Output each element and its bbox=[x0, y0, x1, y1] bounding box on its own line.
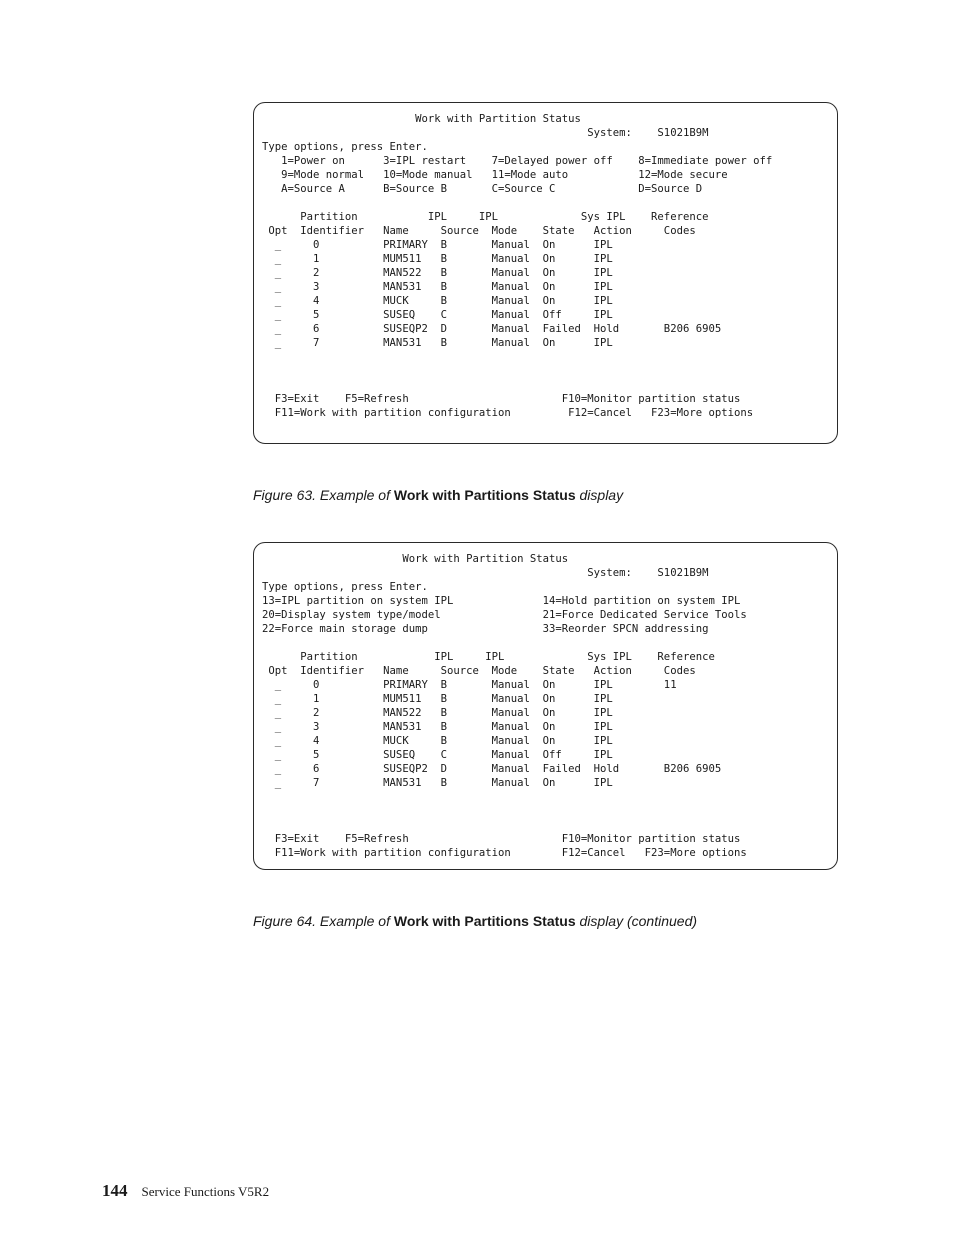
screen-capture-1 bbox=[253, 102, 838, 444]
option-legend-line: 22=Force main storage dump 33=Reorder SPCN addressing bbox=[262, 623, 709, 635]
partition-row: _ 7 MAN531 B Manual On IPL bbox=[262, 777, 613, 789]
partition-row: _ 4 MUCK B Manual On IPL bbox=[262, 295, 613, 307]
partition-row: _ 0 PRIMARY B Manual On IPL 11 bbox=[262, 679, 677, 691]
partition-row: _ 0 PRIMARY B Manual On IPL bbox=[262, 239, 613, 251]
column-header: Partition IPL IPL Sys IPL Reference bbox=[262, 211, 709, 223]
figure-caption: Figure 64. Example of Work with Partitions Status display (continued) bbox=[253, 913, 698, 929]
partition-row: _ 2 MAN522 B Manual On IPL bbox=[262, 707, 613, 719]
column-header: Opt Identifier Name Source Mode State Action Codes bbox=[262, 225, 696, 237]
document-title: Service Functions V5R2 bbox=[141, 1184, 270, 1199]
function-keys: F11=Work with partition configuration F12=Cancel F23=More options bbox=[262, 847, 747, 859]
function-keys: F3=Exit F5=Refresh F10=Monitor partition status bbox=[262, 393, 741, 405]
column-header: Opt Identifier Name Source Mode State Action Codes bbox=[262, 665, 696, 677]
option-legend-line: A=Source A B=Source B C=Source C D=Source D bbox=[262, 183, 703, 195]
partition-row: _ 3 MAN531 B Manual On IPL bbox=[262, 721, 613, 733]
partition-row: _ 6 SUSEQP2 D Manual Failed Hold B206 6905 bbox=[262, 323, 722, 335]
partition-row: _ 5 SUSEQ C Manual Off IPL bbox=[262, 309, 613, 321]
partition-row: _ 1 MUM511 B Manual On IPL bbox=[262, 693, 613, 705]
option-legend-line: 9=Mode normal 10=Mode manual 11=Mode auto 12=Mode secure bbox=[262, 169, 728, 181]
page-number: 144 bbox=[102, 1181, 128, 1200]
partition-row: _ 5 SUSEQ C Manual Off IPL bbox=[262, 749, 613, 761]
partition-row: _ 2 MAN522 B Manual On IPL bbox=[262, 267, 613, 279]
function-keys: F11=Work with partition configuration F12=Cancel F23=More options bbox=[262, 407, 754, 419]
option-legend-line: 1=Power on 3=IPL restart 7=Delayed power off 8=Immediate power off bbox=[262, 155, 773, 167]
partition-row: _ 6 SUSEQP2 D Manual Failed Hold B206 6905 bbox=[262, 763, 722, 775]
system-name: System: S1021B9M bbox=[262, 127, 709, 139]
function-keys: F3=Exit F5=Refresh F10=Monitor partition status bbox=[262, 833, 741, 845]
page-footer bbox=[94, 1163, 269, 1201]
column-header: Partition IPL IPL Sys IPL Reference bbox=[262, 651, 715, 663]
screen-capture-2 bbox=[253, 542, 838, 870]
screen-title: Work with Partition Status bbox=[262, 113, 581, 125]
option-legend-line: 20=Display system type/model 21=Force Dedicated Service Tools bbox=[262, 609, 747, 621]
partition-row: _ 7 MAN531 B Manual On IPL bbox=[262, 337, 613, 349]
screen-title: Work with Partition Status bbox=[262, 553, 569, 565]
option-legend-line: 13=IPL partition on system IPL 14=Hold partition on system IPL bbox=[262, 595, 741, 607]
system-name: System: S1021B9M bbox=[262, 567, 709, 579]
instructions: Type options, press Enter. bbox=[262, 141, 428, 153]
instructions: Type options, press Enter. bbox=[262, 581, 428, 593]
partition-row: _ 4 MUCK B Manual On IPL bbox=[262, 735, 613, 747]
figure-caption: Figure 63. Example of Work with Partitions Status display bbox=[253, 487, 624, 503]
partition-row: _ 1 MUM511 B Manual On IPL bbox=[262, 253, 613, 265]
partition-row: _ 3 MAN531 B Manual On IPL bbox=[262, 281, 613, 293]
